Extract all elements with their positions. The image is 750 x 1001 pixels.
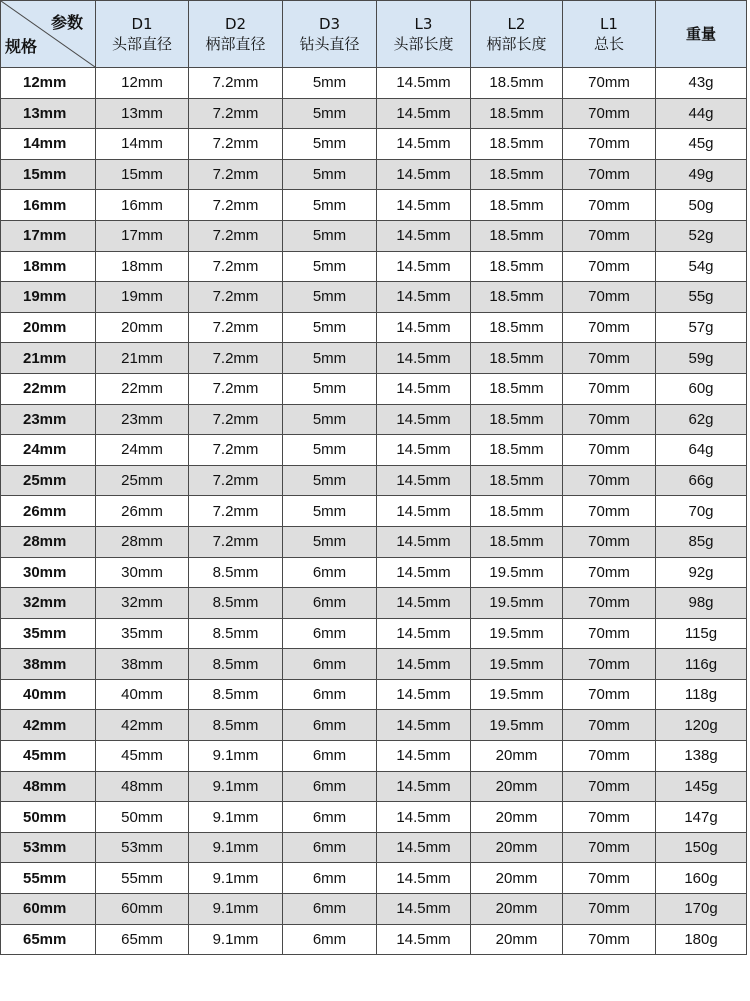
table-row (1, 129, 747, 160)
table-row (1, 68, 747, 99)
size-cell: 13mm (1, 98, 96, 129)
table-row (1, 404, 747, 435)
weight-cell: 180g (656, 924, 747, 955)
d3-cell: 6mm (283, 771, 377, 802)
l3-cell: 14.5mm (377, 404, 471, 435)
size-cell: 28mm (1, 526, 96, 557)
d3-cell: 5mm (283, 404, 377, 435)
l3-cell: 14.5mm (377, 251, 471, 282)
l3-cell: 14.5mm (377, 863, 471, 894)
l2-cell: 18.5mm (471, 282, 563, 313)
weight-cell: 150g (656, 832, 747, 863)
table-row (1, 220, 747, 251)
d1-cell: 15mm (96, 159, 189, 190)
weight-cell: 52g (656, 220, 747, 251)
l3-cell: 14.5mm (377, 465, 471, 496)
d3-cell: 6mm (283, 649, 377, 680)
table-row (1, 526, 747, 557)
d2-cell: 8.5mm (189, 649, 283, 680)
d1-cell: 48mm (96, 771, 189, 802)
d3-cell: 6mm (283, 557, 377, 588)
l1-cell: 70mm (563, 832, 656, 863)
d3-cell: 5mm (283, 98, 377, 129)
table-row (1, 618, 747, 649)
table-row (1, 741, 747, 772)
size-cell: 17mm (1, 220, 96, 251)
size-cell: 16mm (1, 190, 96, 221)
d1-cell: 60mm (96, 894, 189, 925)
table-row (1, 588, 747, 619)
d3-cell: 6mm (283, 741, 377, 772)
table-row (1, 98, 747, 129)
col-header-d3 (283, 1, 377, 68)
col-code: D3 (318, 15, 341, 33)
l2-cell: 18.5mm (471, 404, 563, 435)
size-cell: 12mm (1, 68, 96, 99)
weight-cell: 44g (656, 98, 747, 129)
d2-cell: 7.2mm (189, 68, 283, 99)
size-cell: 20mm (1, 312, 96, 343)
table-row (1, 771, 747, 802)
l2-cell: 18.5mm (471, 526, 563, 557)
weight-cell: 57g (656, 312, 747, 343)
d1-cell: 18mm (96, 251, 189, 282)
table-row (1, 312, 747, 343)
l3-cell: 14.5mm (377, 924, 471, 955)
l1-cell: 70mm (563, 98, 656, 129)
d1-cell: 55mm (96, 863, 189, 894)
table-row (1, 710, 747, 741)
d1-cell: 26mm (96, 496, 189, 527)
d2-cell: 7.2mm (189, 98, 283, 129)
l1-cell: 70mm (563, 894, 656, 925)
l1-cell: 70mm (563, 159, 656, 190)
d2-cell: 9.1mm (189, 741, 283, 772)
table-row (1, 802, 747, 833)
l2-cell: 18.5mm (471, 98, 563, 129)
size-cell: 32mm (1, 588, 96, 619)
weight-cell: 145g (656, 771, 747, 802)
d3-cell: 5mm (283, 129, 377, 160)
diagonal-divider (1, 1, 95, 67)
size-cell: 45mm (1, 741, 96, 772)
l1-cell: 70mm (563, 710, 656, 741)
table-row (1, 190, 747, 221)
d3-cell: 5mm (283, 220, 377, 251)
size-cell: 23mm (1, 404, 96, 435)
l2-cell: 18.5mm (471, 68, 563, 99)
l3-cell: 14.5mm (377, 741, 471, 772)
l1-cell: 70mm (563, 526, 656, 557)
weight-cell: 115g (656, 618, 747, 649)
weight-cell: 50g (656, 190, 747, 221)
l3-cell: 14.5mm (377, 832, 471, 863)
l1-cell: 70mm (563, 863, 656, 894)
col-header-d2 (189, 1, 283, 68)
d3-cell: 6mm (283, 924, 377, 955)
size-cell: 15mm (1, 159, 96, 190)
table-row (1, 496, 747, 527)
l3-cell: 14.5mm (377, 588, 471, 619)
l2-cell: 20mm (471, 802, 563, 833)
l3-cell: 14.5mm (377, 802, 471, 833)
d1-cell: 22mm (96, 373, 189, 404)
l2-cell: 20mm (471, 741, 563, 772)
d1-cell: 25mm (96, 465, 189, 496)
weight-cell: 64g (656, 435, 747, 466)
weight-cell: 43g (656, 68, 747, 99)
l3-cell: 14.5mm (377, 435, 471, 466)
d2-cell: 7.2mm (189, 129, 283, 160)
d1-cell: 35mm (96, 618, 189, 649)
d1-cell: 40mm (96, 679, 189, 710)
d2-cell: 7.2mm (189, 251, 283, 282)
d3-cell: 6mm (283, 832, 377, 863)
weight-cell: 147g (656, 802, 747, 833)
l3-cell: 14.5mm (377, 771, 471, 802)
d2-cell: 7.2mm (189, 526, 283, 557)
l1-cell: 70mm (563, 312, 656, 343)
table-row (1, 343, 747, 374)
l1-cell: 70mm (563, 618, 656, 649)
col-name: 总长 (593, 35, 624, 53)
d2-cell: 7.2mm (189, 220, 283, 251)
d2-cell: 7.2mm (189, 282, 283, 313)
weight-cell: 98g (656, 588, 747, 619)
l3-cell: 14.5mm (377, 190, 471, 221)
weight-cell: 116g (656, 649, 747, 680)
size-cell: 25mm (1, 465, 96, 496)
l1-cell: 70mm (563, 373, 656, 404)
l1-cell: 70mm (563, 251, 656, 282)
d1-cell: 17mm (96, 220, 189, 251)
size-cell: 24mm (1, 435, 96, 466)
table-row (1, 924, 747, 955)
header-row (1, 1, 747, 68)
col-code: L3 (414, 15, 433, 33)
l2-cell: 19.5mm (471, 679, 563, 710)
weight-cell: 54g (656, 251, 747, 282)
d3-cell: 5mm (283, 343, 377, 374)
d1-cell: 28mm (96, 526, 189, 557)
table-row (1, 863, 747, 894)
d3-cell: 6mm (283, 618, 377, 649)
col-header-weight: 重量 (656, 1, 747, 68)
d1-cell: 14mm (96, 129, 189, 160)
l3-cell: 14.5mm (377, 220, 471, 251)
l1-cell: 70mm (563, 588, 656, 619)
l1-cell: 70mm (563, 741, 656, 772)
weight-cell: 70g (656, 496, 747, 527)
l1-cell: 70mm (563, 190, 656, 221)
l1-cell: 70mm (563, 649, 656, 680)
d3-cell: 5mm (283, 465, 377, 496)
d3-cell: 6mm (283, 588, 377, 619)
l2-cell: 19.5mm (471, 557, 563, 588)
l2-cell: 18.5mm (471, 220, 563, 251)
size-cell: 14mm (1, 129, 96, 160)
d2-cell: 9.1mm (189, 832, 283, 863)
d3-cell: 5mm (283, 496, 377, 527)
corner-header (1, 1, 96, 68)
table-row (1, 649, 747, 680)
l2-cell: 18.5mm (471, 496, 563, 527)
l1-cell: 70mm (563, 220, 656, 251)
d2-cell: 9.1mm (189, 771, 283, 802)
weight-cell: 66g (656, 465, 747, 496)
l3-cell: 14.5mm (377, 557, 471, 588)
d1-cell: 42mm (96, 710, 189, 741)
weight-cell: 62g (656, 404, 747, 435)
d2-cell: 7.2mm (189, 343, 283, 374)
d2-cell: 7.2mm (189, 159, 283, 190)
d2-cell: 9.1mm (189, 894, 283, 925)
l1-cell: 70mm (563, 924, 656, 955)
weight-cell: 45g (656, 129, 747, 160)
d1-cell: 21mm (96, 343, 189, 374)
l1-cell: 70mm (563, 343, 656, 374)
weight-cell: 60g (656, 373, 747, 404)
l2-cell: 20mm (471, 924, 563, 955)
d2-cell: 7.2mm (189, 435, 283, 466)
col-code: L2 (507, 15, 526, 33)
weight-cell: 118g (656, 679, 747, 710)
d2-cell: 8.5mm (189, 588, 283, 619)
l3-cell: 14.5mm (377, 649, 471, 680)
size-cell: 53mm (1, 832, 96, 863)
d1-cell: 53mm (96, 832, 189, 863)
table-row (1, 832, 747, 863)
col-header-l2 (471, 1, 563, 68)
size-cell: 55mm (1, 863, 96, 894)
l2-cell: 19.5mm (471, 649, 563, 680)
weight-cell: 59g (656, 343, 747, 374)
table-row (1, 435, 747, 466)
l1-cell: 70mm (563, 557, 656, 588)
d3-cell: 5mm (283, 526, 377, 557)
l3-cell: 14.5mm (377, 343, 471, 374)
table-row (1, 465, 747, 496)
l3-cell: 14.5mm (377, 98, 471, 129)
d1-cell: 30mm (96, 557, 189, 588)
d1-cell: 32mm (96, 588, 189, 619)
l3-cell: 14.5mm (377, 68, 471, 99)
col-code: D2 (224, 15, 247, 33)
weight-cell: 160g (656, 863, 747, 894)
d3-cell: 5mm (283, 435, 377, 466)
d2-cell: 7.2mm (189, 496, 283, 527)
d2-cell: 8.5mm (189, 679, 283, 710)
d3-cell: 5mm (283, 282, 377, 313)
l2-cell: 18.5mm (471, 251, 563, 282)
l3-cell: 14.5mm (377, 618, 471, 649)
d2-cell: 7.2mm (189, 312, 283, 343)
col-header-l3 (377, 1, 471, 68)
d1-cell: 13mm (96, 98, 189, 129)
d1-cell: 24mm (96, 435, 189, 466)
l1-cell: 70mm (563, 435, 656, 466)
l2-cell: 18.5mm (471, 159, 563, 190)
weight-cell: 92g (656, 557, 747, 588)
size-cell: 19mm (1, 282, 96, 313)
d2-cell: 7.2mm (189, 465, 283, 496)
d2-cell: 8.5mm (189, 557, 283, 588)
l3-cell: 14.5mm (377, 679, 471, 710)
l3-cell: 14.5mm (377, 282, 471, 313)
d1-cell: 12mm (96, 68, 189, 99)
d1-cell: 16mm (96, 190, 189, 221)
size-cell: 40mm (1, 679, 96, 710)
l2-cell: 18.5mm (471, 465, 563, 496)
d2-cell: 9.1mm (189, 924, 283, 955)
weight-cell: 55g (656, 282, 747, 313)
size-cell: 26mm (1, 496, 96, 527)
d3-cell: 6mm (283, 679, 377, 710)
l1-cell: 70mm (563, 68, 656, 99)
d3-cell: 6mm (283, 802, 377, 833)
d1-cell: 23mm (96, 404, 189, 435)
d1-cell: 50mm (96, 802, 189, 833)
d3-cell: 5mm (283, 373, 377, 404)
l3-cell: 14.5mm (377, 373, 471, 404)
l2-cell: 18.5mm (471, 343, 563, 374)
weight-cell: 170g (656, 894, 747, 925)
size-cell: 65mm (1, 924, 96, 955)
size-cell: 22mm (1, 373, 96, 404)
col-name: 钻头直径 (299, 35, 360, 53)
l3-cell: 14.5mm (377, 159, 471, 190)
l1-cell: 70mm (563, 802, 656, 833)
d2-cell: 7.2mm (189, 190, 283, 221)
d1-cell: 45mm (96, 741, 189, 772)
size-cell: 21mm (1, 343, 96, 374)
d2-cell: 7.2mm (189, 404, 283, 435)
l2-cell: 20mm (471, 894, 563, 925)
col-name: 头部长度 (393, 35, 454, 53)
l3-cell: 14.5mm (377, 710, 471, 741)
d1-cell: 19mm (96, 282, 189, 313)
size-cell: 60mm (1, 894, 96, 925)
weight-cell: 85g (656, 526, 747, 557)
table-row (1, 894, 747, 925)
d3-cell: 6mm (283, 863, 377, 894)
size-cell: 35mm (1, 618, 96, 649)
d1-cell: 20mm (96, 312, 189, 343)
table-row (1, 159, 747, 190)
d2-cell: 8.5mm (189, 618, 283, 649)
l2-cell: 18.5mm (471, 435, 563, 466)
d3-cell: 5mm (283, 251, 377, 282)
size-cell: 18mm (1, 251, 96, 282)
l2-cell: 18.5mm (471, 190, 563, 221)
l3-cell: 14.5mm (377, 526, 471, 557)
l2-cell: 20mm (471, 832, 563, 863)
l1-cell: 70mm (563, 465, 656, 496)
l3-cell: 14.5mm (377, 496, 471, 527)
d2-cell: 9.1mm (189, 863, 283, 894)
l3-cell: 14.5mm (377, 312, 471, 343)
table-row (1, 282, 747, 313)
table-row (1, 251, 747, 282)
size-cell: 50mm (1, 802, 96, 833)
size-cell: 38mm (1, 649, 96, 680)
col-header-l1 (563, 1, 656, 68)
table-row (1, 373, 747, 404)
d3-cell: 5mm (283, 190, 377, 221)
col-name: 柄部长度 (486, 35, 547, 53)
size-cell: 42mm (1, 710, 96, 741)
l1-cell: 70mm (563, 496, 656, 527)
d3-cell: 6mm (283, 894, 377, 925)
weight-cell: 49g (656, 159, 747, 190)
d3-cell: 6mm (283, 710, 377, 741)
corner-param-label: 参数 (50, 13, 83, 32)
l3-cell: 14.5mm (377, 129, 471, 160)
col-name: 柄部直径 (205, 35, 266, 53)
l1-cell: 70mm (563, 129, 656, 160)
l2-cell: 19.5mm (471, 710, 563, 741)
col-code: L1 (600, 15, 618, 33)
d2-cell: 7.2mm (189, 373, 283, 404)
l2-cell: 20mm (471, 771, 563, 802)
l1-cell: 70mm (563, 679, 656, 710)
l1-cell: 70mm (563, 282, 656, 313)
weight-cell: 120g (656, 710, 747, 741)
d3-cell: 5mm (283, 68, 377, 99)
l2-cell: 18.5mm (471, 312, 563, 343)
table-row (1, 679, 747, 710)
l2-cell: 19.5mm (471, 588, 563, 619)
size-cell: 48mm (1, 771, 96, 802)
size-cell: 30mm (1, 557, 96, 588)
d2-cell: 9.1mm (189, 802, 283, 833)
table-row (1, 557, 747, 588)
d1-cell: 65mm (96, 924, 189, 955)
d2-cell: 8.5mm (189, 710, 283, 741)
col-header-d1 (96, 1, 189, 68)
l2-cell: 19.5mm (471, 618, 563, 649)
l1-cell: 70mm (563, 404, 656, 435)
col-code: D1 (131, 15, 153, 33)
weight-cell: 138g (656, 741, 747, 772)
d1-cell: 38mm (96, 649, 189, 680)
spec-rows (1, 68, 747, 955)
corner-spec-label: 规格 (5, 37, 38, 56)
l2-cell: 18.5mm (471, 129, 563, 160)
l2-cell: 20mm (471, 863, 563, 894)
col-name: 头部直径 (111, 35, 172, 53)
d3-cell: 5mm (283, 312, 377, 343)
l3-cell: 14.5mm (377, 894, 471, 925)
l2-cell: 18.5mm (471, 373, 563, 404)
l1-cell: 70mm (563, 771, 656, 802)
d3-cell: 5mm (283, 159, 377, 190)
